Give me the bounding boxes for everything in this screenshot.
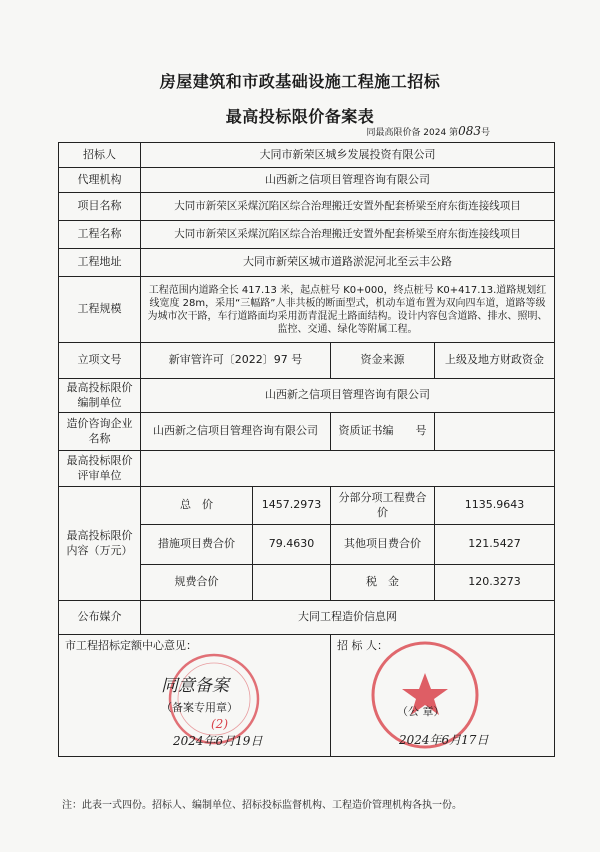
label-scale: 工程规模 bbox=[59, 277, 141, 343]
value-agency: 山西新之信项目管理咨询有限公司 bbox=[141, 168, 555, 193]
value-approval: 新审管许可〔2022〕97 号 bbox=[141, 343, 331, 379]
row-agency bbox=[59, 168, 555, 193]
label-regulatory-fee: 规费合价 bbox=[141, 565, 253, 601]
tenderer-seal-label: （公 章） bbox=[397, 705, 445, 718]
row-tenderer bbox=[59, 143, 555, 168]
row-scale bbox=[59, 277, 555, 343]
tenderer-date: 2024年6月17日 bbox=[399, 733, 489, 747]
label-engineering-name: 工程名称 bbox=[59, 221, 141, 249]
quota-center-caption: 市工程招标定额中心意见： bbox=[65, 639, 197, 652]
row-consult bbox=[59, 413, 555, 451]
value-tenderer: 大同市新荣区城乡发展投资有限公司 bbox=[141, 143, 555, 168]
label-sub-items: 分部分项工程费合价 bbox=[331, 487, 435, 525]
value-cert-number bbox=[435, 413, 555, 451]
row-prep-unit bbox=[59, 379, 555, 413]
label-consult: 造价咨询企业名称 bbox=[59, 413, 141, 451]
value-fund-source: 上级及地方财政资金 bbox=[435, 343, 555, 379]
tenderer-caption: 招 标 人： bbox=[337, 639, 388, 652]
label-location: 工程地址 bbox=[59, 249, 141, 277]
label-media: 公布媒介 bbox=[59, 601, 141, 635]
row-engineering-name bbox=[59, 221, 555, 249]
filing-stamp-number: (2) bbox=[211, 717, 228, 731]
row-location bbox=[59, 249, 555, 277]
record-number bbox=[366, 124, 490, 138]
label-other-fee: 其他项目费合价 bbox=[331, 525, 435, 565]
label-approval: 立项文号 bbox=[59, 343, 141, 379]
value-engineering-name: 大同市新荣区采煤沉陷区综合治理搬迁安置外配套桥梁至府东街连接线项目 bbox=[141, 221, 555, 249]
row-media bbox=[59, 601, 555, 635]
value-project-name: 大同市新荣区采煤沉陷区综合治理搬迁安置外配套桥梁至府东街连接线项目 bbox=[141, 193, 555, 221]
row-review-unit bbox=[59, 451, 555, 487]
label-prep-unit: 最高投标限价编制单位 bbox=[59, 379, 141, 413]
cell-tenderer-seal bbox=[331, 635, 555, 757]
cell-quota-center-opinion bbox=[59, 635, 331, 757]
record-number-value: 083 bbox=[458, 124, 481, 138]
approval-handwriting: 同意备案 bbox=[161, 676, 229, 696]
value-consult: 山西新之信项目管理咨询有限公司 bbox=[141, 413, 331, 451]
row-approval bbox=[59, 343, 555, 379]
row-limit-total bbox=[59, 487, 555, 525]
value-other-fee: 121.5427 bbox=[435, 525, 555, 565]
value-regulatory-fee bbox=[253, 565, 331, 601]
label-cert-number: 资质证书编 号 bbox=[331, 413, 435, 451]
label-total-price: 总 价 bbox=[141, 487, 253, 525]
label-review-unit: 最高投标限价评审单位 bbox=[59, 451, 141, 487]
value-tax: 120.3273 bbox=[435, 565, 555, 601]
label-fund-source: 资金来源 bbox=[331, 343, 435, 379]
title-line-1: 房屋建筑和市政基础设施工程施工招标 bbox=[159, 72, 441, 91]
quota-center-date: 2024年6月19日 bbox=[173, 734, 263, 748]
record-prefix: 同最高限价备 2024 第 bbox=[366, 128, 459, 138]
title-line-2: 最高投标限价备案表 bbox=[225, 107, 375, 126]
label-limit-content: 最高投标限价内容（万元） bbox=[59, 487, 141, 601]
label-tax: 税 金 bbox=[331, 565, 435, 601]
row-project-name bbox=[59, 193, 555, 221]
value-prep-unit: 山西新之信项目管理咨询有限公司 bbox=[141, 379, 555, 413]
value-media: 大同工程造价信息网 bbox=[141, 601, 555, 635]
label-measure-fee: 措施项目费合价 bbox=[141, 525, 253, 565]
filing-stamp-label: （备案专用章） bbox=[161, 701, 238, 714]
value-scale: 工程范围内道路全长 417.13 米，起点桩号 K0+000，终点桩号 K0+417.13.道路规划红线宽度 28m，采用“三幅路”人非共板的断面型式，机动车道布置为双向四车道，道路等级为城市次干路，车行道路面均采用沥青混泥土路面结构。设计内容包含道路、排水、照明、监控、交通、绿化等附属工程。 bbox=[141, 277, 555, 343]
value-sub-items: 1135.9643 bbox=[435, 487, 555, 525]
value-review-unit bbox=[141, 451, 555, 487]
value-measure-fee: 79.4630 bbox=[253, 525, 331, 565]
footnote: 注：此表一式四份。招标人、编制单位、招标投标监督机构、工程造价管理机构各执一份。 bbox=[62, 800, 462, 811]
label-tenderer: 招标人 bbox=[59, 143, 141, 168]
label-agency: 代理机构 bbox=[59, 168, 141, 193]
label-project-name: 项目名称 bbox=[59, 193, 141, 221]
record-suffix: 号 bbox=[480, 128, 490, 138]
value-location: 大同市新荣区城市道路淤泥河北至云丰公路 bbox=[141, 249, 555, 277]
value-total-price: 1457.2973 bbox=[253, 487, 331, 525]
row-signatures bbox=[59, 635, 555, 757]
filing-form-table bbox=[58, 142, 555, 757]
